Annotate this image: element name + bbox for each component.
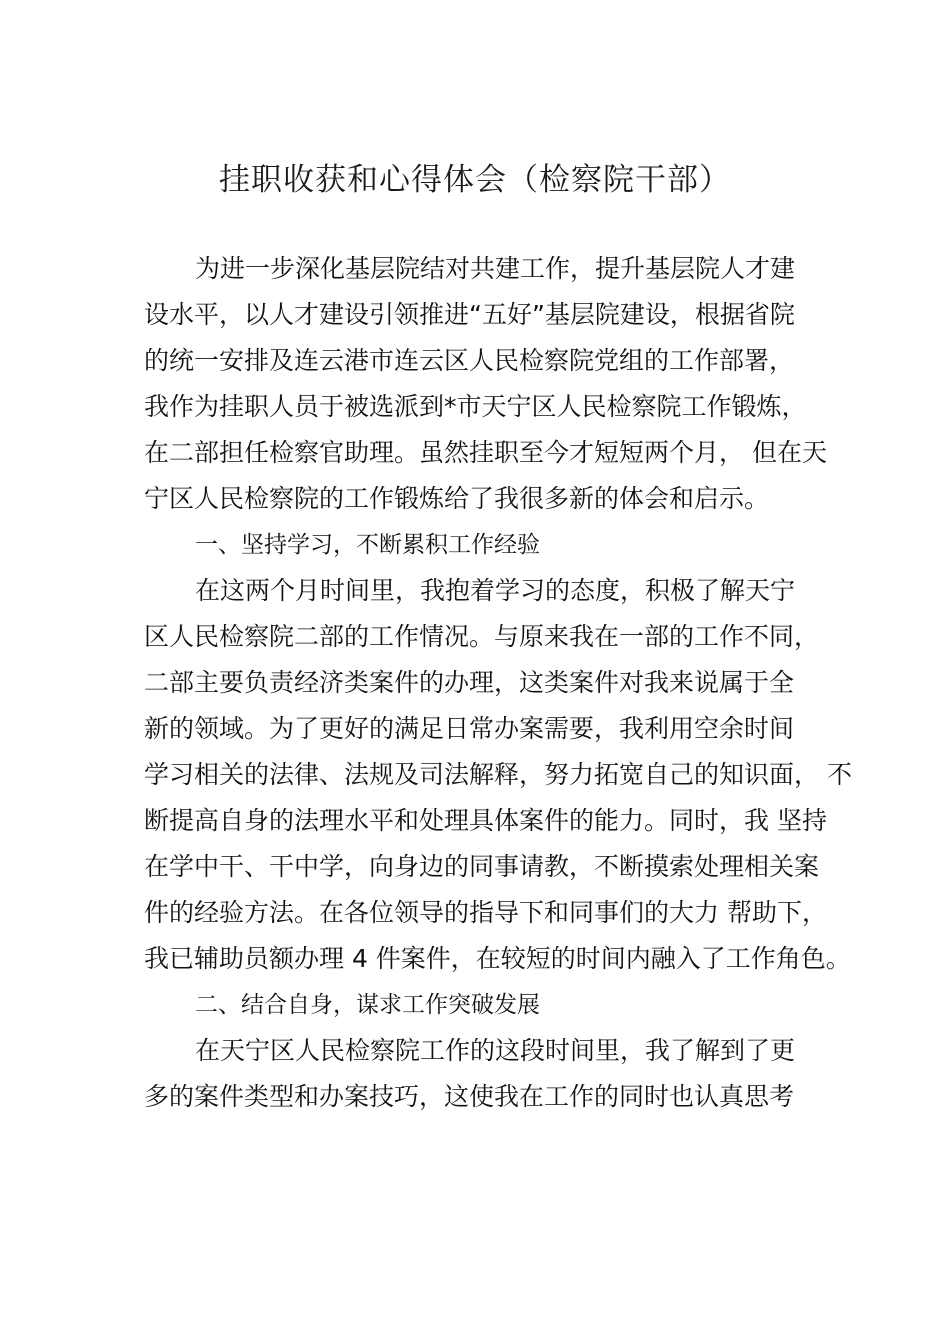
document-title: 挂职收获和心得体会（检察院干部）	[219, 162, 731, 198]
paragraph-line: 为进一步深化基层院结对共建工作，提升基层院人才建	[195, 254, 796, 283]
paragraph-line: 宁区人民检察院的工作锻炼给了我很多新的体会和启示。	[144, 484, 770, 513]
paragraph-line: 在二部担任检察官助理。虽然挂职至今才短短两个月， 但在天	[144, 438, 827, 467]
paragraph-line: 在天宁区人民检察院工作的这段时间里，我了解到了更	[195, 1036, 796, 1065]
section-heading: 二、结合自身，谋求工作突破发展	[195, 992, 540, 1018]
paragraph-line: 二部主要负责经济类案件的办理，这类案件对我来说属于全	[144, 668, 795, 697]
paragraph-line: 区人民检察院二部的工作情况。与原来我在一部的工作不同，	[144, 622, 820, 651]
paragraph-line: 设水平，以人才建设引领推进“五好”基层院建设，根据省院	[144, 300, 795, 329]
paragraph-line: 在这两个月时间里，我抱着学习的态度，积极了解天宁	[195, 576, 796, 605]
paragraph-line: 我已辅助员额办理 4 件案件，在较短的时间内融入了工作角色。	[144, 944, 851, 973]
paragraph-line: 在学中干、干中学，向身边的同事请教，不断摸索处理相关案	[144, 852, 820, 881]
paragraph-line: 多的案件类型和办案技巧，这使我在工作的同时也认真思考	[144, 1082, 795, 1111]
paragraph-line: 的统一安排及连云港市连云区人民检察院党组的工作部署，	[144, 346, 795, 375]
paragraph-line: 新的领域。为了更好的满足日常办案需要，我利用空余时间	[144, 714, 795, 743]
paragraph-line: 断提高自身的法理水平和处理具体案件的能力。同时，我 坚持	[144, 806, 827, 835]
paragraph-line: 学习相关的法律、法规及司法解释，努力拓宽自己的知识面， 不	[144, 760, 852, 789]
paragraph-line: 我作为挂职人员于被选派到*市天宁区人民检察院工作锻炼，	[144, 392, 807, 421]
section-heading: 一、坚持学习，不断累积工作经验	[195, 532, 540, 558]
paragraph-line: 件的经验方法。在各位领导的指导下和同事们的大力 帮助下，	[144, 898, 827, 927]
